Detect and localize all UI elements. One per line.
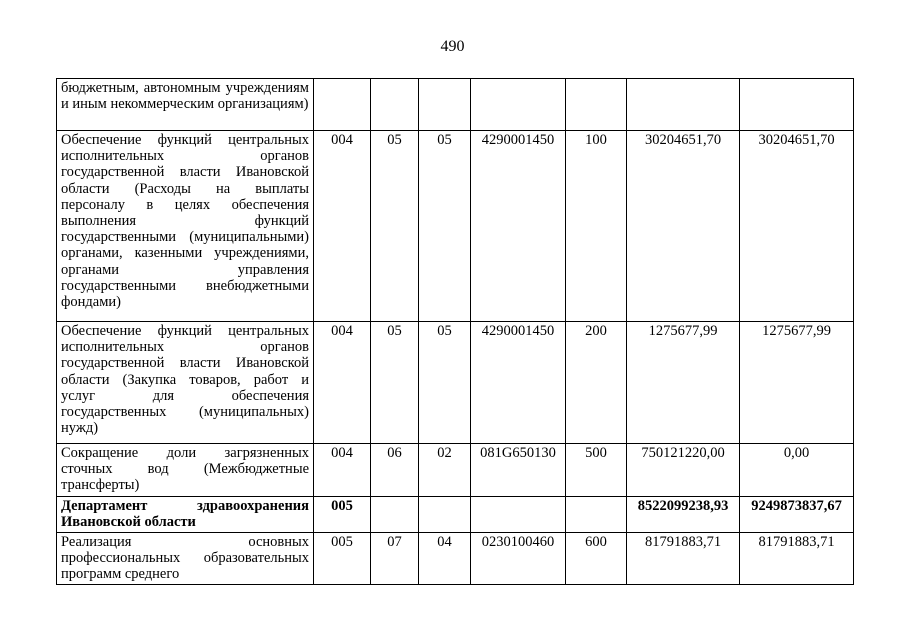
vr-cell: 100 xyxy=(566,131,627,322)
ved-cell: 004 xyxy=(314,131,371,322)
sum-year2-cell: 30204651,70 xyxy=(740,131,854,322)
ved-cell: 005 xyxy=(314,533,371,585)
department-name-cell: Департамент здравоохранения Ивановской области xyxy=(57,497,314,533)
ved-cell xyxy=(314,79,371,131)
row-name-cell: Реализация основных профессиональных образовательных программ среднего xyxy=(57,533,314,585)
row-name-cell: Обеспечение функций центральных исполнительных органов государственной власти Ивановской области (Расходы на выплаты персоналу в целях обеспечения выполнения функций государственными (муниципальными) органами, казенными учреждениями, органами управления государственными внебюджетными фондами) xyxy=(57,131,314,322)
sum-year1-cell: 81791883,71 xyxy=(627,533,740,585)
pr-cell: 05 xyxy=(419,322,471,444)
ved-cell: 005 xyxy=(314,497,371,533)
csr-cell: 4290001450 xyxy=(471,131,566,322)
rz-cell: 05 xyxy=(371,322,419,444)
page-number: 490 xyxy=(440,38,465,55)
table-row-department xyxy=(57,497,854,533)
sum-year1-cell: 8522099238,93 xyxy=(627,497,740,533)
sum-year1-cell: 30204651,70 xyxy=(627,131,740,322)
sum-year2-cell: 9249873837,67 xyxy=(740,497,854,533)
vr-cell: 500 xyxy=(566,444,627,497)
vr-cell: 600 xyxy=(566,533,627,585)
pr-cell: 02 xyxy=(419,444,471,497)
row-name-cell: Сокращение доли загрязненных сточных вод (Межбюджетные трансферты) xyxy=(57,444,314,497)
csr-cell: 4290001450 xyxy=(471,322,566,444)
row-name-cell: Обеспечение функций центральных исполнительных органов государственной власти Ивановской области (Закупка товаров, работ и услуг для обеспечения государственных (муниципальных) нужд) xyxy=(57,322,314,444)
table-row xyxy=(57,79,854,131)
csr-cell: 081G650130 xyxy=(471,444,566,497)
sum-year2-cell: 0,00 xyxy=(740,444,854,497)
pr-cell: 04 xyxy=(419,533,471,585)
sum-year1-cell xyxy=(627,79,740,131)
rz-cell xyxy=(371,497,419,533)
table-row xyxy=(57,322,854,444)
sum-year1-cell: 1275677,99 xyxy=(627,322,740,444)
table-row xyxy=(57,533,854,585)
vr-cell: 200 xyxy=(566,322,627,444)
budget-table xyxy=(56,78,854,585)
sum-year2-cell xyxy=(740,79,854,131)
pr-cell xyxy=(419,497,471,533)
sum-year2-cell: 1275677,99 xyxy=(740,322,854,444)
rz-cell: 06 xyxy=(371,444,419,497)
table-row xyxy=(57,131,854,322)
ved-cell: 004 xyxy=(314,322,371,444)
vr-cell xyxy=(566,79,627,131)
table-row xyxy=(57,444,854,497)
sum-year2-cell: 81791883,71 xyxy=(740,533,854,585)
vr-cell xyxy=(566,497,627,533)
sum-year1-cell: 750121220,00 xyxy=(627,444,740,497)
pr-cell: 05 xyxy=(419,131,471,322)
rz-cell: 05 xyxy=(371,131,419,322)
csr-cell: 0230100460 xyxy=(471,533,566,585)
rz-cell xyxy=(371,79,419,131)
csr-cell xyxy=(471,497,566,533)
rz-cell: 07 xyxy=(371,533,419,585)
row-name-cell: бюджетным, автономным учреждениям и иным некоммерческим организациям) xyxy=(57,79,314,131)
ved-cell: 004 xyxy=(314,444,371,497)
pr-cell xyxy=(419,79,471,131)
csr-cell xyxy=(471,79,566,131)
